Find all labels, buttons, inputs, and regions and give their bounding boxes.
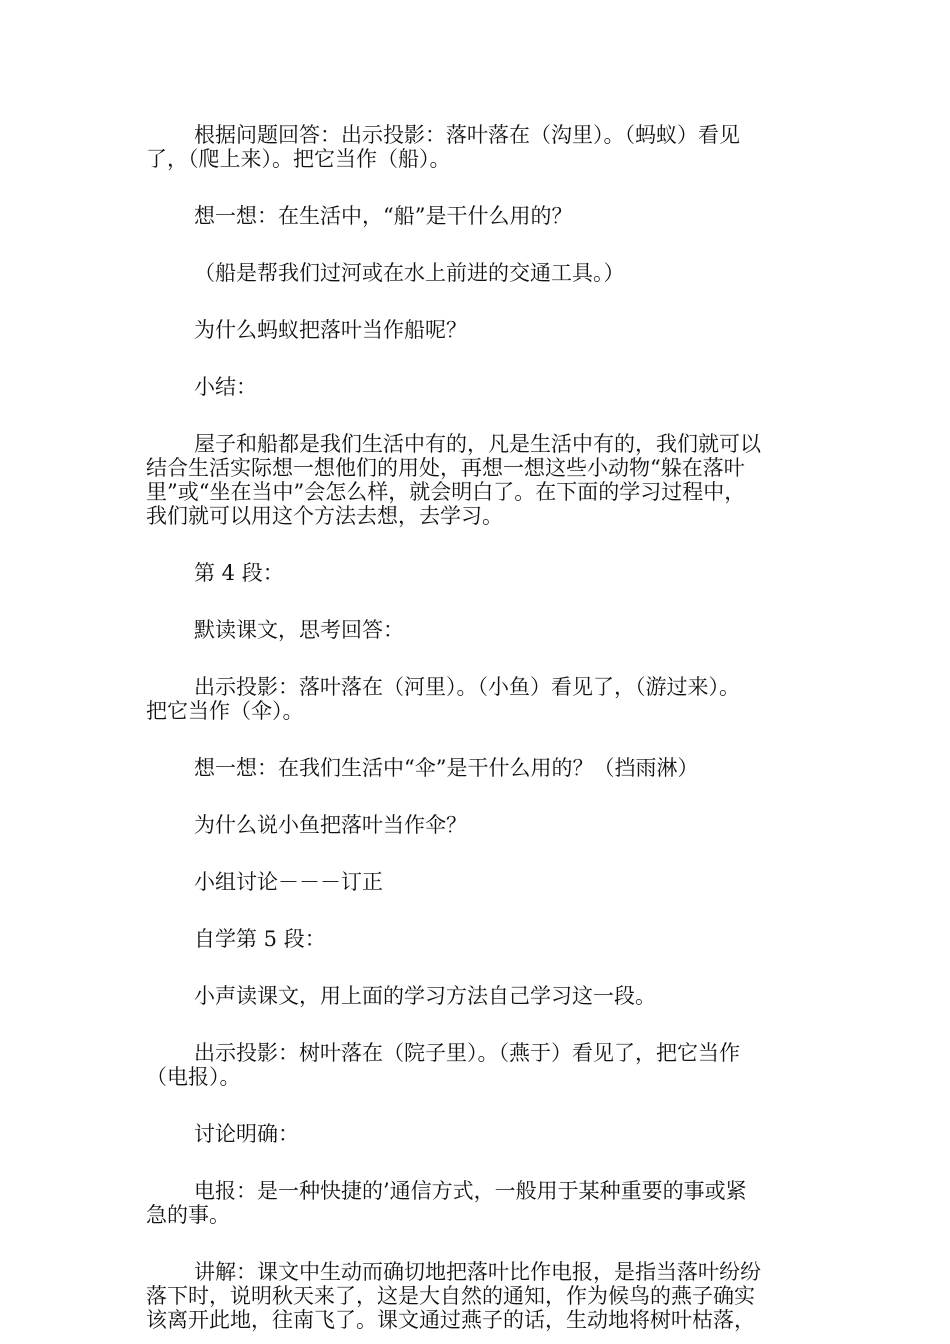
text-line: 讲解：课文中生动而确切地把落叶比作电报，是指当落叶纷纷 — [194, 1260, 761, 1284]
text-line: 为什么蚂蚁把落叶当作船呢？ — [194, 318, 467, 342]
text-line: 里”或“坐在当中”会怎么样，就会明白了。在下面的学习过程中， — [146, 480, 746, 504]
text-line: （电报）。 — [146, 1065, 241, 1089]
text-line: 电报：是一种快捷的’通信方式，一般用于某种重要的事或紧 — [194, 1179, 747, 1203]
text-line: 小组讨论－－－订正 — [194, 870, 383, 894]
paragraph — [146, 432, 824, 528]
paragraph — [146, 618, 824, 642]
text-line: 该离开此地，往南飞了。课文通过燕子的话，生动地将树叶枯落， — [146, 1308, 755, 1332]
text-line: 讨论明确： — [194, 1122, 299, 1146]
text-line: 结合生活实际想一想他们的用处，再想一想这些小动物“躲在落叶 — [146, 456, 745, 480]
text-line: 急的事。 — [146, 1203, 230, 1227]
text-line: 把它当作（伞）。 — [146, 699, 304, 723]
text-line: 小结： — [194, 375, 257, 399]
text-line: （船是帮我们过河或在水上前进的交通工具。） — [194, 261, 625, 285]
paragraph — [146, 204, 824, 228]
text-line: 根据问题回答：出示投影：落叶落在（沟里）。（蚂蚁）看见 — [194, 123, 740, 147]
paragraph — [146, 870, 824, 894]
text-line: 自学第 5 段： — [194, 927, 326, 951]
document-body — [146, 123, 824, 1332]
text-line: 第 4 段： — [194, 561, 284, 585]
text-line: 为什么说小鱼把落叶当作伞？ — [194, 813, 467, 837]
paragraph — [146, 261, 824, 285]
text-line: 想一想：在我们生活中“伞”是干什么用的？（挡雨淋） — [194, 756, 699, 780]
text-line: 想一想：在生活中，“船”是干什么用的？ — [194, 204, 573, 228]
paragraph — [146, 1041, 824, 1089]
text-line: 我们就可以用这个方法去想，去学习。 — [146, 504, 503, 528]
text-line: 屋子和船都是我们生活中有的，凡是生活中有的，我们就可以 — [194, 432, 761, 456]
paragraph — [146, 984, 824, 1008]
text-line: 小声读课文，用上面的学习方法自己学习这一段。 — [194, 984, 656, 1008]
paragraph — [146, 927, 824, 951]
paragraph — [146, 561, 824, 585]
text-line: 出示投影：落叶落在（河里）。（小鱼）看见了，（游过来）。 — [194, 675, 740, 699]
text-line: 默读课文，思考回答： — [194, 618, 404, 642]
paragraph — [146, 1122, 824, 1146]
paragraph — [146, 1260, 824, 1332]
paragraph — [146, 1179, 824, 1227]
text-line: 了，（爬上来）。把它当作（船）。 — [146, 147, 451, 171]
paragraph — [146, 318, 824, 342]
text-line: 落下时，说明秋天来了，这是大自然的通知，作为候鸟的燕子确实 — [146, 1284, 755, 1308]
paragraph — [146, 123, 824, 171]
paragraph — [146, 756, 824, 780]
paragraph — [146, 813, 824, 837]
text-line: 出示投影：树叶落在（院子里）。（燕于）看见了，把它当作 — [194, 1041, 740, 1065]
paragraph — [146, 375, 824, 399]
paragraph — [146, 675, 824, 723]
